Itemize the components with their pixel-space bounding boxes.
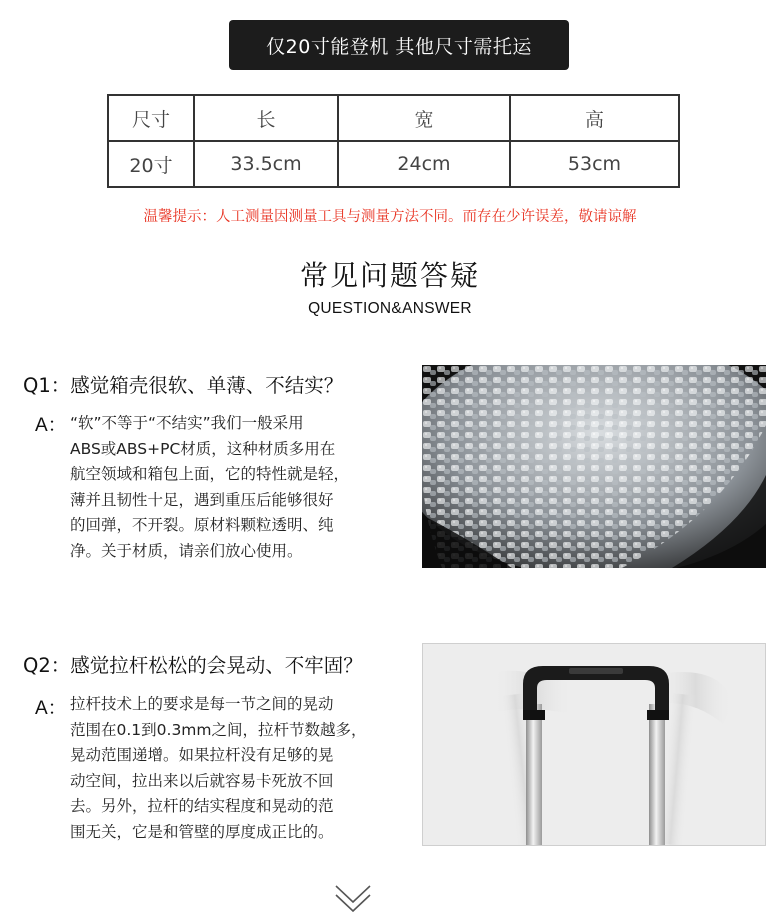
cell-height: 53cm <box>510 141 679 187</box>
answer-line: 晃动范围递增。如果拉杆没有足够的晃 <box>70 746 334 765</box>
faq-question-2: Q2：感觉拉杆松松的会晃动、不牢固？ <box>23 654 363 677</box>
cell-width: 24cm <box>338 141 510 187</box>
size-table <box>107 94 680 188</box>
measurement-tip: 温馨提示：人工测量因测量工具与测量方法不同。而存在少许误差，敬请谅解 <box>143 209 637 225</box>
faq-answer-1 <box>70 411 415 565</box>
faq-question-1: Q1：感觉箱壳很软、单薄、不结实？ <box>23 374 344 397</box>
answer-line: ABS或ABS+PC材质，这种材质多用在 <box>70 439 336 458</box>
trolley-handle-graphic <box>423 644 765 845</box>
answer-line: “软”不等于“不结实”我们一般采用 <box>70 414 304 432</box>
carry-on-notice-banner: 仅20寸能登机 其他尺寸需托运 <box>229 20 569 70</box>
answer-line: 的回弹，不开裂。原材料颗粒透明、纯 <box>70 516 334 535</box>
header-height: 高 <box>510 95 679 141</box>
size-table-row <box>108 141 679 187</box>
cell-size: 20寸 <box>108 141 194 187</box>
cell-length: 33.5cm <box>194 141 338 187</box>
faq-answer-label-1: A： <box>35 415 67 436</box>
double-chevron-down-icon <box>333 880 373 914</box>
faq-answer-2 <box>70 692 415 846</box>
answer-line: 范围在0.1到0.3mm之间，拉杆节数越多， <box>70 720 367 739</box>
qa-section-title: 常见问题答疑 <box>299 259 480 292</box>
header-size: 尺寸 <box>108 95 194 141</box>
header-width: 宽 <box>338 95 510 141</box>
size-table-header-row <box>108 95 679 141</box>
answer-line: 围无关，它是和管壁的厚度成正比的。 <box>70 822 334 841</box>
plastic-pellets-graphic <box>422 365 766 568</box>
answer-line: 动空间，拉出来以后就容易卡死放不回 <box>70 771 334 790</box>
answer-line: 薄并且韧性十足，遇到重压后能够很好 <box>70 490 334 509</box>
faq-answer-label-2: A： <box>35 698 67 719</box>
answer-line: 去。另外，拉杆的结实程度和晃动的范 <box>70 797 334 816</box>
plastic-pellets-image <box>422 365 766 568</box>
answer-line: 拉杆技术上的要求是每一节之间的晃动 <box>70 695 334 713</box>
answer-line: 航空领域和箱包上面，它的特性就是轻， <box>70 465 350 484</box>
header-length: 长 <box>194 95 338 141</box>
trolley-handle-image <box>422 643 766 846</box>
answer-line: 净。关于材质，请亲们放心使用。 <box>70 541 303 560</box>
qa-section-subtitle: QUESTION&ANSWER <box>308 300 472 317</box>
